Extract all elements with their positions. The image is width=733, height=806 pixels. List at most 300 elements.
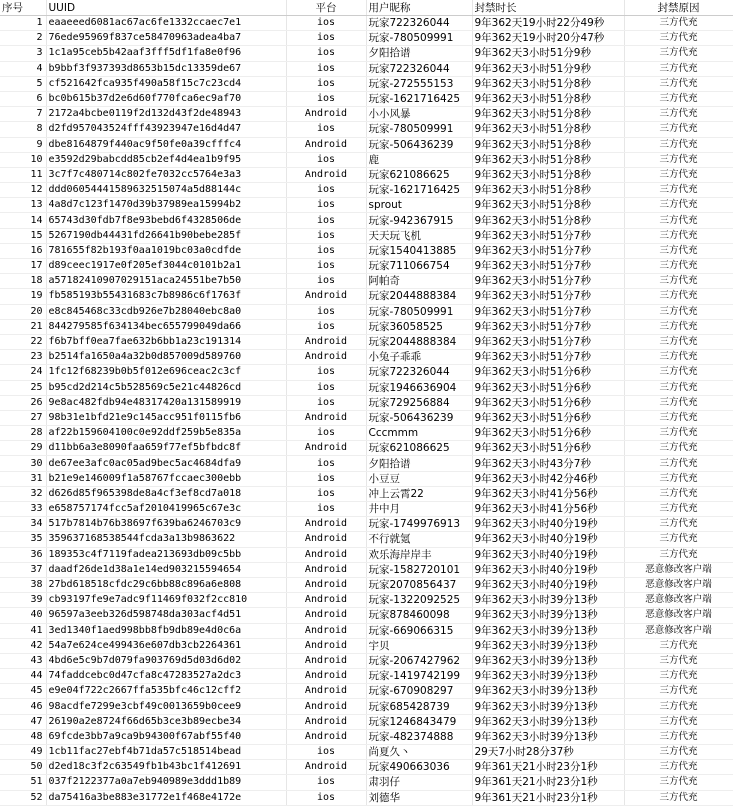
cell-duration: 9年362天3小时39分13秒 — [472, 623, 624, 638]
cell-reason: 恶意修改客户端 — [624, 623, 733, 638]
cell-uuid: 517b7814b76b38697f639ba6246703c9 — [46, 517, 286, 532]
cell-uuid: af22b159604100c0e92ddf259b5e835a — [46, 426, 286, 441]
cell-duration: 9年362天3小时39分13秒 — [472, 608, 624, 623]
cell-index: 39 — [0, 593, 46, 608]
cell-uuid: 4a8d7c123f1470d39b37989ea15994b2 — [46, 198, 286, 213]
cell-duration: 9年362天3小时51分7秒 — [472, 350, 624, 365]
cell-uuid: 037f2122377a0a7eb940989e3ddd1b89 — [46, 775, 286, 790]
cell-platform: ios — [286, 380, 366, 395]
cell-platform: Android — [286, 638, 366, 653]
cell-platform: Android — [286, 547, 366, 562]
cell-nickname: 刘德华 — [366, 790, 472, 805]
cell-reason: 三方代充 — [624, 319, 733, 334]
header-platform: 平台 — [286, 0, 366, 16]
cell-duration: 9年362天3小时51分7秒 — [472, 243, 624, 258]
cell-reason: 三方代充 — [624, 760, 733, 775]
cell-duration: 9年361天21小时23分1秒 — [472, 775, 624, 790]
table-row — [0, 760, 733, 775]
cell-duration: 9年362天3小时40分19秒 — [472, 562, 624, 577]
cell-index: 17 — [0, 259, 46, 274]
cell-duration: 9年362天3小时39分13秒 — [472, 714, 624, 729]
cell-nickname: 不行就氪 — [366, 532, 472, 547]
cell-duration: 9年362天3小时51分6秒 — [472, 380, 624, 395]
cell-uuid: a5718241090702915​1aca24551be7b50 — [46, 274, 286, 289]
header-index: 序号 — [0, 0, 46, 16]
cell-duration: 9年362天3小时39分13秒 — [472, 699, 624, 714]
cell-index: 48 — [0, 729, 46, 744]
cell-duration: 9年362天3小时39分13秒 — [472, 593, 624, 608]
cell-platform: Android — [286, 562, 366, 577]
cell-uuid: 74faddcebc0d47cfa8c47283527a2dc3 — [46, 669, 286, 684]
cell-reason: 三方代充 — [624, 152, 733, 167]
cell-uuid: da75416a3be883e31772e1f468e4172e — [46, 790, 286, 805]
table-row — [0, 395, 733, 410]
table-row — [0, 456, 733, 471]
table-row — [0, 259, 733, 274]
cell-reason: 三方代充 — [624, 334, 733, 349]
cell-reason: 三方代充 — [624, 183, 733, 198]
cell-uuid: 3ed1340f1aed998bb8fb9db89e4d0c6a — [46, 623, 286, 638]
cell-nickname: 玩家-1419742199 — [366, 669, 472, 684]
cell-platform: Android — [286, 532, 366, 547]
table-row — [0, 471, 733, 486]
cell-reason: 三方代充 — [624, 684, 733, 699]
cell-uuid: e9e04f722c2667ffa535bfc46c12cff2 — [46, 684, 286, 699]
cell-uuid: 2172a4bcbe0119f2d132d43f2de48943 — [46, 107, 286, 122]
cell-duration: 9年362天3小时41分56秒 — [472, 502, 624, 517]
cell-index: 14 — [0, 213, 46, 228]
cell-uuid: 76ede95969f837ce58470963adea4ba7 — [46, 31, 286, 46]
cell-duration: 9年362天3小时51分7秒 — [472, 259, 624, 274]
table-row — [0, 426, 733, 441]
cell-platform: Android — [286, 653, 366, 668]
cell-index: 33 — [0, 502, 46, 517]
cell-platform: Android — [286, 517, 366, 532]
cell-nickname: 阿帕奇 — [366, 274, 472, 289]
cell-index: 8 — [0, 122, 46, 137]
cell-reason: 恶意修改客户端 — [624, 577, 733, 592]
cell-reason: 三方代充 — [624, 729, 733, 744]
cell-index: 31 — [0, 471, 46, 486]
cell-index: 51 — [0, 775, 46, 790]
cell-duration: 9年362天3小时51分7秒 — [472, 289, 624, 304]
cell-reason: 三方代充 — [624, 745, 733, 760]
cell-index: 19 — [0, 289, 46, 304]
cell-platform: ios — [286, 471, 366, 486]
cell-platform: ios — [286, 502, 366, 517]
cell-platform: ios — [286, 243, 366, 258]
cell-uuid: d626d85f965398de8a4cf3ef8cd7a018 — [46, 486, 286, 501]
cell-index: 43 — [0, 653, 46, 668]
cell-index: 23 — [0, 350, 46, 365]
cell-reason: 恶意修改客户端 — [624, 562, 733, 577]
cell-platform: ios — [286, 76, 366, 91]
cell-uuid: d89ceec1917e0f205ef3044c0101b2a1 — [46, 259, 286, 274]
cell-uuid: d2fd957043524fff43923947e16d4d47 — [46, 122, 286, 137]
cell-nickname: 玩家621086625 — [366, 441, 472, 456]
cell-duration: 9年362天3小时51分6秒 — [472, 426, 624, 441]
cell-duration: 9年362天19小时20分47秒 — [472, 31, 624, 46]
cell-index: 28 — [0, 426, 46, 441]
cell-uuid: 69fcde3bb7a9ca9b94300f67abf55f40 — [46, 729, 286, 744]
table-row — [0, 107, 733, 122]
cell-reason: 三方代充 — [624, 107, 733, 122]
cell-platform: ios — [286, 228, 366, 243]
cell-duration: 9年362天3小时51分6秒 — [472, 410, 624, 425]
cell-platform: ios — [286, 198, 366, 213]
cell-uuid: 3c7f7c480714c802fe7032cc5764e3a3 — [46, 167, 286, 182]
cell-nickname: 玩家1246843479 — [366, 714, 472, 729]
cell-index: 50 — [0, 760, 46, 775]
cell-reason: 三方代充 — [624, 699, 733, 714]
table-row — [0, 714, 733, 729]
cell-nickname: 夕阳拾谱 — [366, 46, 472, 61]
cell-nickname: sprout — [366, 198, 472, 213]
cell-reason: 三方代充 — [624, 16, 733, 31]
cell-uuid: d2ed18c3f2c63549fb1b43bc1f412691 — [46, 760, 286, 775]
cell-duration: 9年362天3小时51分8秒 — [472, 76, 624, 91]
cell-nickname: 玩家2070856437 — [366, 577, 472, 592]
cell-index: 12 — [0, 183, 46, 198]
cell-reason: 三方代充 — [624, 350, 733, 365]
cell-platform: Android — [286, 289, 366, 304]
cell-duration: 9年362天3小时40分19秒 — [472, 532, 624, 547]
cell-index: 49 — [0, 745, 46, 760]
cell-nickname: 玩家-780509991 — [366, 122, 472, 137]
cell-nickname: 小豆豆 — [366, 471, 472, 486]
cell-uuid: 96597a3eeb326d598748da303acf4d51 — [46, 608, 286, 623]
cell-nickname: 玩家-2067427962 — [366, 653, 472, 668]
cell-uuid: cb93197fe9e7adc9f11469f032f2cc810 — [46, 593, 286, 608]
cell-uuid: daadf26de1d38a1e14ed903215594654 — [46, 562, 286, 577]
cell-platform: ios — [286, 16, 366, 31]
cell-nickname: 玩家-272555153 — [366, 76, 472, 91]
cell-reason: 三方代充 — [624, 91, 733, 106]
cell-platform: Android — [286, 410, 366, 425]
cell-nickname: 玩家-1322092525 — [366, 593, 472, 608]
cell-duration: 9年362天3小时39分13秒 — [472, 638, 624, 653]
cell-platform: ios — [286, 365, 366, 380]
cell-nickname: 玩家711066754 — [366, 259, 472, 274]
cell-reason: 三方代充 — [624, 426, 733, 441]
table-row — [0, 593, 733, 608]
table-row — [0, 46, 733, 61]
cell-reason: 三方代充 — [624, 365, 733, 380]
cell-nickname: 尚夏久丶 — [366, 745, 472, 760]
cell-platform: Android — [286, 669, 366, 684]
cell-duration: 9年362天3小时51分8秒 — [472, 167, 624, 182]
cell-reason: 三方代充 — [624, 532, 733, 547]
cell-index: 46 — [0, 699, 46, 714]
table-row — [0, 775, 733, 790]
cell-platform: ios — [286, 790, 366, 805]
cell-reason: 三方代充 — [624, 46, 733, 61]
cell-uuid: d11bb6a3e8090faa659f77ef5bfbdc8f — [46, 441, 286, 456]
cell-index: 44 — [0, 669, 46, 684]
table-row — [0, 729, 733, 744]
cell-platform: Android — [286, 577, 366, 592]
cell-index: 16 — [0, 243, 46, 258]
cell-uuid: f6b7bff0ea7fae632b6bb1a23c191314 — [46, 334, 286, 349]
cell-nickname: 小小风暴 — [366, 107, 472, 122]
cell-platform: ios — [286, 61, 366, 76]
cell-duration: 9年362天3小时41分56秒 — [472, 486, 624, 501]
cell-duration: 9年362天3小时51分8秒 — [472, 137, 624, 152]
cell-duration: 9年362天3小时39分13秒 — [472, 684, 624, 699]
cell-nickname: 玩家621086625 — [366, 167, 472, 182]
cell-duration: 9年362天3小时51分9秒 — [472, 61, 624, 76]
table-row — [0, 289, 733, 304]
cell-duration: 9年362天3小时40分19秒 — [472, 517, 624, 532]
table-row — [0, 31, 733, 46]
cell-index: 30 — [0, 456, 46, 471]
cell-nickname: 玩家-670908297 — [366, 684, 472, 699]
cell-index: 21 — [0, 319, 46, 334]
cell-nickname: 玩家-780509991 — [366, 31, 472, 46]
cell-nickname: 玩家2044888384 — [366, 289, 472, 304]
cell-index: 26 — [0, 395, 46, 410]
cell-duration: 9年362天3小时51分8秒 — [472, 198, 624, 213]
table-row — [0, 502, 733, 517]
cell-uuid: eaaeeed6081ac67ac6fe1332ccaec7e1 — [46, 16, 286, 31]
cell-nickname: 玩家722326044 — [366, 365, 472, 380]
table-row — [0, 410, 733, 425]
cell-duration: 9年362天3小时51分8秒 — [472, 183, 624, 198]
cell-reason: 三方代充 — [624, 653, 733, 668]
cell-nickname: 肃羽仔 — [366, 775, 472, 790]
cell-index: 24 — [0, 365, 46, 380]
cell-reason: 恶意修改客户端 — [624, 608, 733, 623]
table-row — [0, 745, 733, 760]
cell-reason: 三方代充 — [624, 137, 733, 152]
cell-platform: ios — [286, 304, 366, 319]
cell-reason: 三方代充 — [624, 517, 733, 532]
cell-reason: 三方代充 — [624, 502, 733, 517]
cell-index: 15 — [0, 228, 46, 243]
cell-platform: ios — [286, 122, 366, 137]
cell-index: 20 — [0, 304, 46, 319]
cell-index: 36 — [0, 547, 46, 562]
cell-platform: Android — [286, 167, 366, 182]
cell-index: 52 — [0, 790, 46, 805]
table-row — [0, 699, 733, 714]
cell-duration: 9年362天3小时42分46秒 — [472, 471, 624, 486]
cell-index: 9 — [0, 137, 46, 152]
cell-nickname: 玩家-506436239 — [366, 410, 472, 425]
cell-duration: 9年362天3小时51分7秒 — [472, 304, 624, 319]
cell-reason: 三方代充 — [624, 213, 733, 228]
cell-nickname: 欢乐海岸岸丰 — [366, 547, 472, 562]
cell-duration: 9年362天3小时51分8秒 — [472, 122, 624, 137]
cell-reason: 三方代充 — [624, 775, 733, 790]
table-row — [0, 547, 733, 562]
cell-index: 42 — [0, 638, 46, 653]
cell-platform: ios — [286, 775, 366, 790]
cell-duration: 9年362天3小时51分6秒 — [472, 395, 624, 410]
cell-index: 4 — [0, 61, 46, 76]
cell-uuid: 3596371685385​44fcda3a13b9863622 — [46, 532, 286, 547]
cell-uuid: cf521642fca935f490a58f15c7c23cd4 — [46, 76, 286, 91]
cell-platform: ios — [286, 274, 366, 289]
cell-index: 47 — [0, 714, 46, 729]
cell-index: 32 — [0, 486, 46, 501]
cell-reason: 三方代充 — [624, 61, 733, 76]
cell-index: 41 — [0, 623, 46, 638]
cell-reason: 三方代充 — [624, 228, 733, 243]
cell-platform: Android — [286, 760, 366, 775]
cell-duration: 9年362天3小时51分7秒 — [472, 319, 624, 334]
table-row — [0, 669, 733, 684]
cell-platform: ios — [286, 31, 366, 46]
table-row — [0, 16, 733, 31]
cell-index: 45 — [0, 684, 46, 699]
cell-duration: 9年362天19小时22分49秒 — [472, 16, 624, 31]
cell-nickname: 玩家-1621716425 — [366, 91, 472, 106]
cell-reason: 三方代充 — [624, 441, 733, 456]
table-row — [0, 380, 733, 395]
table-row — [0, 532, 733, 547]
cell-nickname: 玩家-780509991 — [366, 304, 472, 319]
cell-nickname: 玩家36058525 — [366, 319, 472, 334]
table-row — [0, 653, 733, 668]
cell-index: 2 — [0, 31, 46, 46]
cell-uuid: e3592d29babcdd85cb2ef4d4ea1b9f95 — [46, 152, 286, 167]
table-row — [0, 577, 733, 592]
header-reason: 封禁原因 — [624, 0, 733, 16]
cell-reason: 三方代充 — [624, 167, 733, 182]
table-row — [0, 274, 733, 289]
cell-nickname: 冲上云霄22 — [366, 486, 472, 501]
cell-platform: Android — [286, 699, 366, 714]
cell-nickname: 玩家-482374888 — [366, 729, 472, 744]
cell-uuid: b21e9e146009f1a58767fccaec300ebb — [46, 471, 286, 486]
cell-uuid: 781655f82b193f0aa1019bc03a0cdfde — [46, 243, 286, 258]
cell-platform: ios — [286, 486, 366, 501]
cell-nickname: 玩家722326044 — [366, 61, 472, 76]
cell-reason: 三方代充 — [624, 31, 733, 46]
cell-platform: ios — [286, 426, 366, 441]
cell-platform: Android — [286, 350, 366, 365]
cell-nickname: 玩家722326044 — [366, 16, 472, 31]
cell-nickname: 玩家-1749976913 — [366, 517, 472, 532]
cell-duration: 29天7小时28分37秒 — [472, 745, 624, 760]
cell-platform: ios — [286, 319, 366, 334]
cell-reason: 三方代充 — [624, 304, 733, 319]
cell-platform: Android — [286, 334, 366, 349]
cell-index: 22 — [0, 334, 46, 349]
cell-reason: 三方代充 — [624, 486, 733, 501]
cell-nickname: 玩家-1582720101 — [366, 562, 472, 577]
cell-uuid: 5267190db44431fd26641b90bebe285f — [46, 228, 286, 243]
table-row — [0, 243, 733, 258]
cell-platform: Android — [286, 441, 366, 456]
table-body — [0, 16, 733, 806]
cell-nickname: 宇贝 — [366, 638, 472, 653]
cell-uuid: 27bd618518cfdc29c6bb88c896a6e808 — [46, 577, 286, 592]
cell-reason: 三方代充 — [624, 395, 733, 410]
cell-uuid: 98acdfe7299e3cbf49c0013659b0cee9 — [46, 699, 286, 714]
cell-platform: Android — [286, 623, 366, 638]
cell-platform: ios — [286, 259, 366, 274]
cell-index: 34 — [0, 517, 46, 532]
cell-uuid: bc0b615b37d2e6d60f770fca6ec9af70 — [46, 91, 286, 106]
cell-nickname: Cccmmm — [366, 426, 472, 441]
cell-uuid: dbe8164879f440ac9f50fe0a39cfffc4 — [46, 137, 286, 152]
cell-duration: 9年362天3小时51分8秒 — [472, 152, 624, 167]
cell-nickname: 玩家-506436239 — [366, 137, 472, 152]
cell-duration: 9年362天3小时39分13秒 — [472, 729, 624, 744]
cell-duration: 9年362天3小时40分19秒 — [472, 547, 624, 562]
table-row — [0, 198, 733, 213]
cell-duration: 9年362天3小时51分9秒 — [472, 46, 624, 61]
table-row — [0, 137, 733, 152]
cell-reason: 三方代充 — [624, 638, 733, 653]
cell-index: 6 — [0, 91, 46, 106]
cell-reason: 三方代充 — [624, 274, 733, 289]
cell-reason: 三方代充 — [624, 76, 733, 91]
table-row — [0, 517, 733, 532]
header-uuid: UUID — [46, 0, 286, 16]
table-row — [0, 167, 733, 182]
cell-nickname: 鹿 — [366, 152, 472, 167]
cell-duration: 9年362天3小时51分8秒 — [472, 213, 624, 228]
cell-index: 13 — [0, 198, 46, 213]
cell-platform: ios — [286, 745, 366, 760]
cell-uuid: 1c1a95ceb5b42aaf3fff5df1fa8e0f96 — [46, 46, 286, 61]
cell-uuid: 98b31e1bfd21e9c145acc951f0115fb6 — [46, 410, 286, 425]
cell-reason: 三方代充 — [624, 410, 733, 425]
cell-index: 3 — [0, 46, 46, 61]
table-row — [0, 790, 733, 805]
table-row — [0, 334, 733, 349]
cell-uuid: 54a7e624ce499436e607db3cb2264361 — [46, 638, 286, 653]
cell-platform: Android — [286, 714, 366, 729]
cell-duration: 9年362天3小时51分6秒 — [472, 441, 624, 456]
table-row — [0, 228, 733, 243]
cell-reason: 三方代充 — [624, 669, 733, 684]
table-row — [0, 623, 733, 638]
cell-uuid: de67ee3afc0ac05ad9bec5ac4684dfa9 — [46, 456, 286, 471]
cell-reason: 三方代充 — [624, 122, 733, 137]
cell-duration: 9年362天3小时39分13秒 — [472, 653, 624, 668]
table-row — [0, 562, 733, 577]
cell-nickname: 玩家-669066315 — [366, 623, 472, 638]
cell-uuid: b2514fa1650a4a32b0d857009d589760 — [46, 350, 286, 365]
cell-reason: 三方代充 — [624, 198, 733, 213]
cell-platform: ios — [286, 183, 366, 198]
header-duration: 封禁时长 — [472, 0, 624, 16]
header-nickname: 用户昵称 — [366, 0, 472, 16]
cell-uuid: ddd06054441589632515074a5d88144c — [46, 183, 286, 198]
cell-index: 27 — [0, 410, 46, 425]
cell-index: 35 — [0, 532, 46, 547]
cell-platform: ios — [286, 91, 366, 106]
cell-uuid: 26190a2e8724f66d65b3ce3b89ecbe34 — [46, 714, 286, 729]
cell-duration: 9年362天3小时40分19秒 — [472, 577, 624, 592]
cell-uuid: 4bd6e5c9b7d079fa903769d5d03d6d02 — [46, 653, 286, 668]
cell-duration: 9年362天3小时39分13秒 — [472, 669, 624, 684]
table-row — [0, 319, 733, 334]
cell-platform: ios — [286, 395, 366, 410]
cell-duration: 9年362天3小时51分8秒 — [472, 91, 624, 106]
cell-platform: Android — [286, 608, 366, 623]
cell-nickname: 小兔子乖乖 — [366, 350, 472, 365]
cell-uuid: 844279585f634134bec655799049da66 — [46, 319, 286, 334]
cell-platform: ios — [286, 46, 366, 61]
table-row — [0, 441, 733, 456]
cell-platform: ios — [286, 456, 366, 471]
cell-uuid: 189353c4f7119fadea213693db09c5bb — [46, 547, 286, 562]
